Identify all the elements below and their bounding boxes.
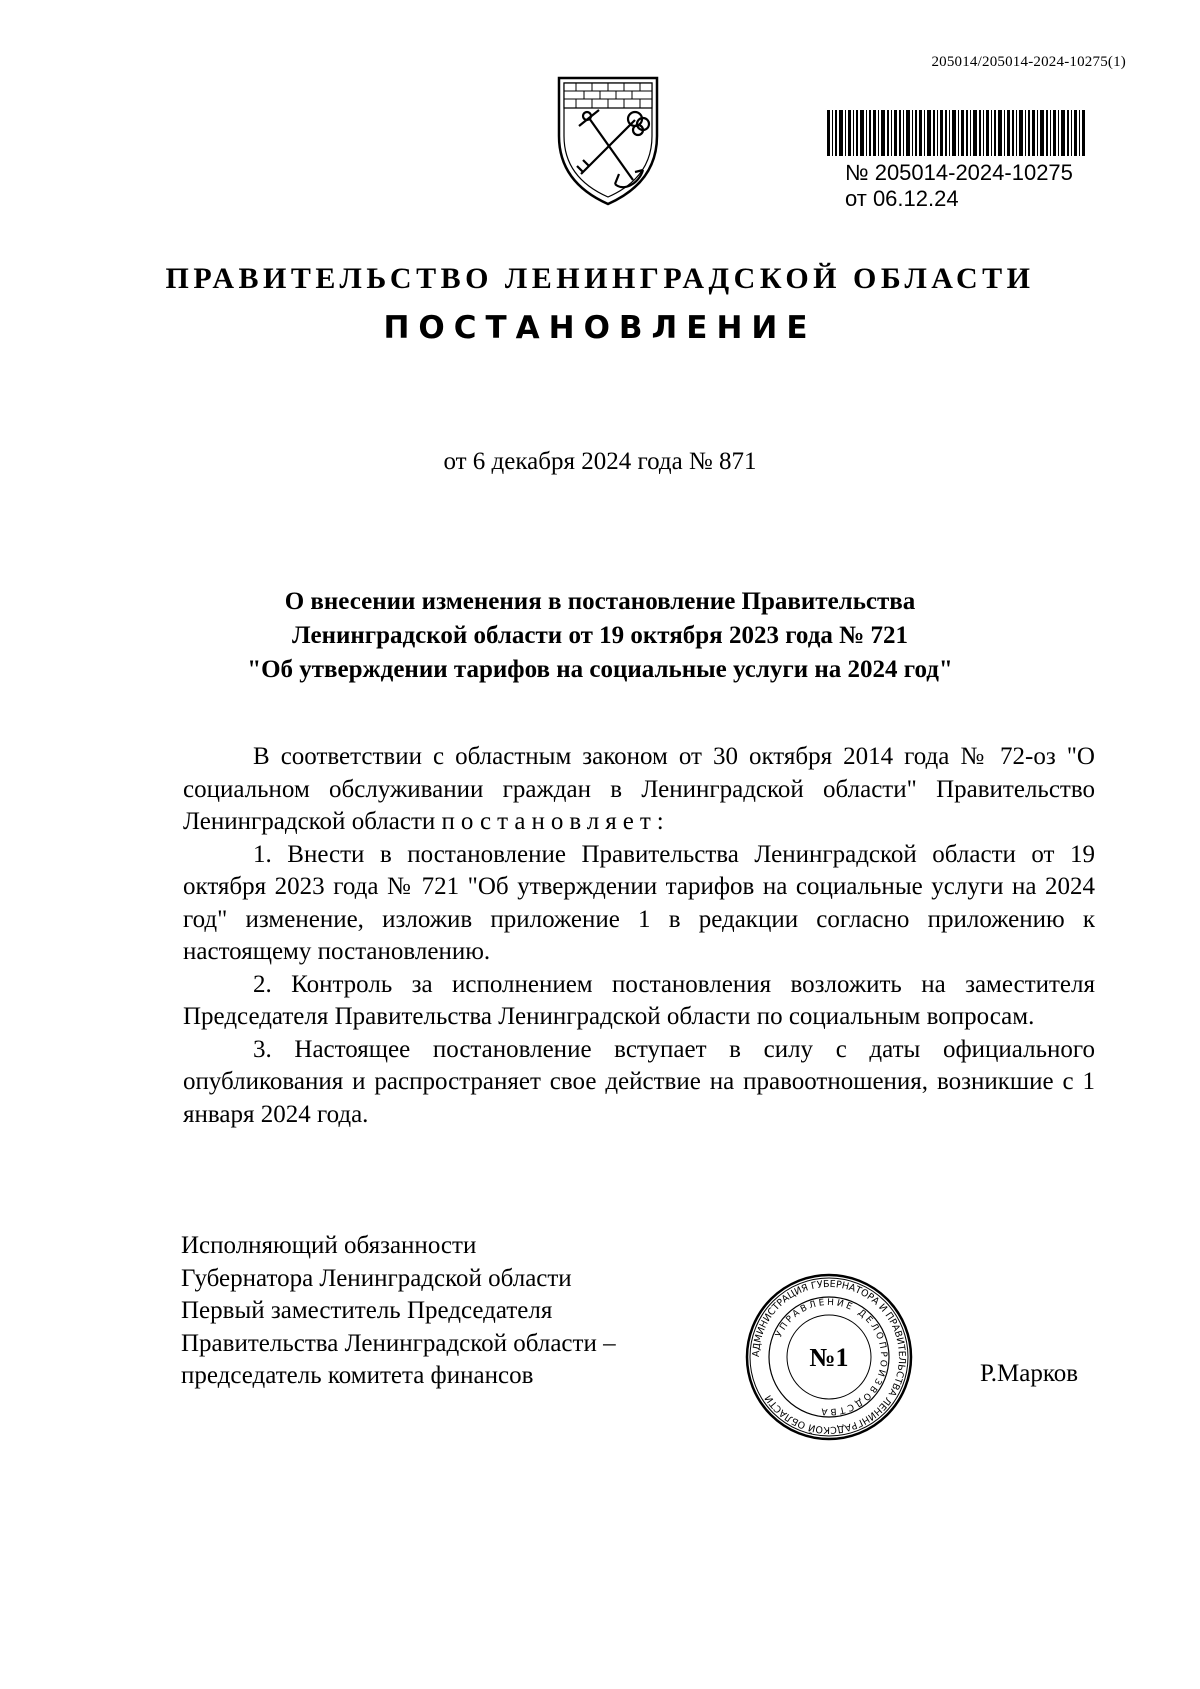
document-title <box>0 585 1200 687</box>
preamble-text: В соответствии с областным законом от 30 октября 2014 года № 72-оз "О социальном обслуживании граждан в Ленинградской области" Правительство Ленинградской области <box>183 743 1095 835</box>
document-date-number: от 6 декабря 2024 года № 871 <box>443 448 757 475</box>
title-line: О внесении изменения в постановление Правительства <box>284 588 916 615</box>
document-body <box>183 741 1095 1131</box>
document-type: ПОСТАНОВЛЕНИЕ <box>383 310 817 346</box>
signer-title-line: Первый заместитель Председателя <box>181 1297 553 1324</box>
official-seal-icon <box>744 1272 914 1442</box>
title-line: Ленинградской области от 19 октября 2023 года № 721 <box>292 622 908 649</box>
item-paragraph: 2. Контроль за исполнением постановления возложить на заместителя Председателя Правительства Ленинградской области по социальным вопросам. <box>183 970 1095 1030</box>
item-paragraph: 1. Внести в постановление Правительства Ленинградской области от 19 октября 2023 года № 721 "Об утверждении тарифов на социальные услуги на 2024 год" изменение, изложив приложение 1 в редакции согласно приложению к настоящему постановлению. <box>183 840 1095 965</box>
signer-title <box>181 1230 616 1393</box>
signer-name: Р.Марков <box>980 1360 1079 1387</box>
signer-title-line: председатель комитета финансов <box>181 1362 534 1389</box>
seal-inner-text: УПРАВЛЕНИЕ ДЕЛОПРОИЗВОДСТВА <box>774 1297 889 1417</box>
seal-center-text: №1 <box>809 1343 849 1372</box>
barcode-icon <box>827 110 1087 156</box>
signer-title-line: Исполняющий обязанности <box>181 1232 477 1259</box>
coat-of-arms-icon <box>553 74 663 208</box>
organization-name: ПРАВИТЕЛЬСТВО ЛЕНИНГРАДСКОЙ ОБЛАСТИ <box>165 262 1035 295</box>
signer-title-line: Губернатора Ленинградской области <box>181 1264 572 1292</box>
document-ref-code: 205014/205014-2024-10275(1) <box>931 54 1126 70</box>
preamble-paragraph <box>183 741 1095 839</box>
seal-outer-text: АДМИНИСТРАЦИЯ ГУБЕРНАТОРА И ПРАВИТЕЛЬСТВА ЛЕНИНГРАДСКОЙ ОБЛАСТИ <box>750 1278 908 1436</box>
preamble-resolves: постановляет: <box>441 808 670 835</box>
registration-date: от 06.12.24 <box>845 186 959 211</box>
item-paragraph: 3. Настоящее постановление вступает в силу с даты официального опубликования и распространяет свое действие на правоотношения, возникшие с 1 января 2024 года. <box>183 1035 1095 1128</box>
signer-title-line: Правительства Ленинградской области – <box>181 1329 616 1357</box>
registration-number: № 205014-2024-10275 <box>845 160 1073 185</box>
title-line: "Об утверждении тарифов на социальные услуги на 2024 год" <box>247 656 953 683</box>
